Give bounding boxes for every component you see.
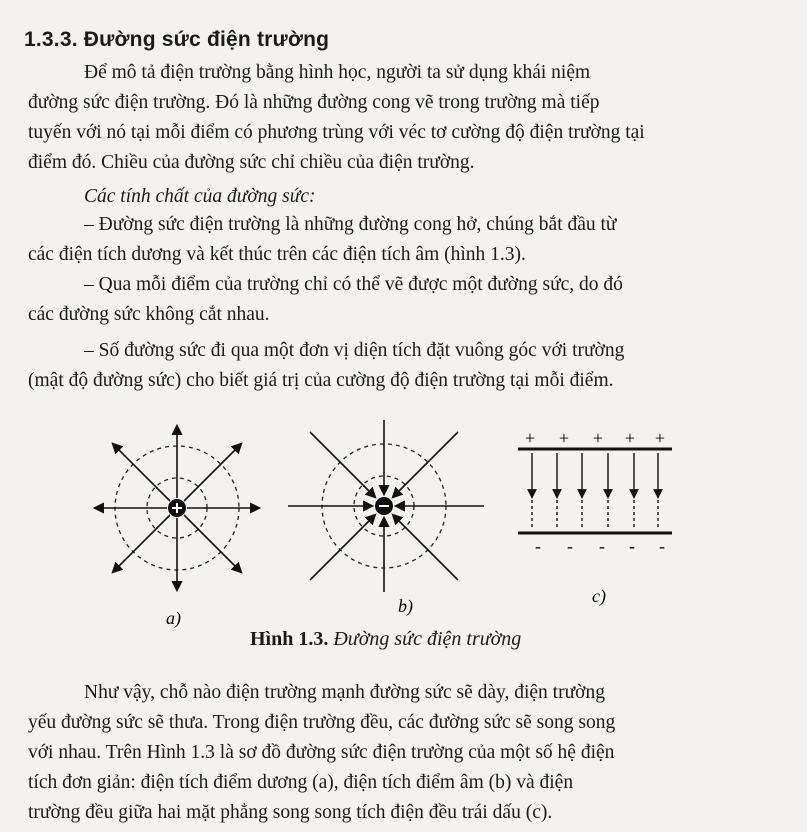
plus-sign: + xyxy=(524,428,536,448)
text-line: đường sức điện trường. Đó là những đường cong vẽ trong trường mà tiếp xyxy=(28,92,600,113)
text-line: với nhau. Trên Hình 1.3 là sơ đồ đường sức điện trường của một số hệ điện xyxy=(28,742,615,763)
conclusion-paragraph xyxy=(28,678,740,828)
label-b: b) xyxy=(398,596,413,616)
label-a: a) xyxy=(166,608,181,628)
intro-paragraph xyxy=(28,58,740,178)
plus-sign: + xyxy=(654,428,666,448)
minus-sign: - xyxy=(599,536,605,556)
text-line: trường đều giữa hai mặt phẳng song song tích điện đều trái dấu (c). xyxy=(28,802,553,823)
figure-caption xyxy=(250,628,521,651)
text-line: điểm đó. Chiều của đường sức chỉ chiều của điện trường. xyxy=(28,152,475,173)
property-3 xyxy=(28,336,740,396)
text-line: yếu đường sức sẽ thưa. Trong điện trường đều, các đường sức sẽ song song xyxy=(28,712,616,733)
text-line: các đường sức không cắt nhau. xyxy=(28,304,270,325)
caption-title: Đường sức điện trường xyxy=(333,628,522,650)
properties-title: Các tính chất của đường sức: xyxy=(84,186,316,207)
text-line: – Số đường sức đi qua một đơn vị diện tích đặt vuông góc với trường xyxy=(84,340,625,361)
section-heading: 1.3.3. Đường sức điện trường xyxy=(24,28,330,51)
text-line: – Đường sức điện trường là những đường cong hở, chúng bắt đầu từ xyxy=(84,214,617,235)
label-c: c) xyxy=(592,586,606,606)
figure-field-lines xyxy=(70,412,710,642)
plus-sign: + xyxy=(624,428,636,448)
text-line: (mật độ đường sức) cho biết giá trị của cường độ điện trường tại mỗi điểm. xyxy=(28,370,614,391)
minus-sign: - xyxy=(659,536,665,556)
minus-sign: - xyxy=(535,536,541,556)
text-line: – Qua mỗi điểm của trường chỉ có thể vẽ được một đường sức, do đó xyxy=(84,274,623,295)
property-1 xyxy=(28,210,740,270)
diagram-positive-charge xyxy=(95,426,259,590)
text-line: các điện tích dương và kết thúc trên các điện tích âm (hình 1.3). xyxy=(28,244,526,265)
text-line: Để mô tả điện trường bằng hình học, người ta sử dụng khái niệm xyxy=(84,62,591,83)
text-line: tuyến với nó tại mỗi điểm có phương trùng với véc tơ cường độ điện trường tại xyxy=(28,122,645,143)
diagram-negative-charge xyxy=(288,420,484,592)
plus-sign: + xyxy=(558,428,570,448)
minus-sign: - xyxy=(629,536,635,556)
caption-number: Hình 1.3. xyxy=(250,628,329,650)
diagram-uniform-field xyxy=(518,428,672,556)
minus-sign: - xyxy=(567,536,573,556)
text-line: tích đơn giản: điện tích điểm dương (a), điện tích điểm âm (b) và điện xyxy=(28,772,574,793)
plus-sign: + xyxy=(592,428,604,448)
property-2 xyxy=(28,270,740,330)
text-line: Như vậy, chỗ nào điện trường mạnh đường sức sẽ dày, điện trường xyxy=(84,682,605,703)
